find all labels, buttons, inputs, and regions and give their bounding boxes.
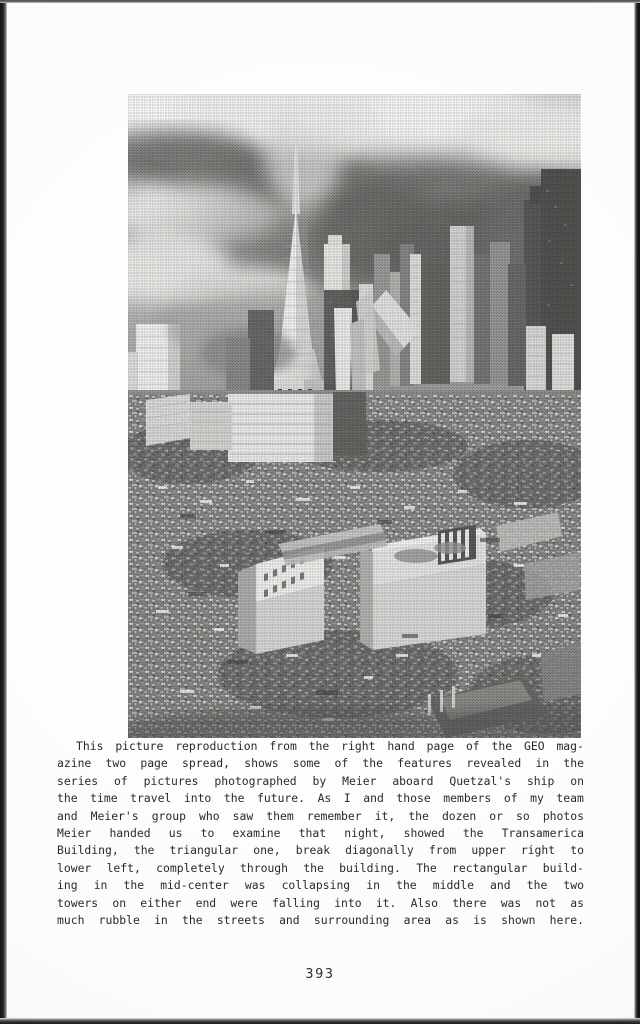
caption-word: those: [396, 791, 431, 806]
caption-word: reproduction: [175, 739, 258, 753]
caption-word: through: [240, 860, 289, 875]
caption-word: right: [341, 739, 376, 753]
caption-word: triangular: [169, 843, 239, 858]
caption-word: examine: [232, 825, 281, 840]
caption-word: two: [563, 878, 584, 893]
caption-word: The: [416, 860, 437, 875]
caption-line: [57, 877, 584, 894]
caption-line: [57, 895, 584, 912]
caption-word: who: [199, 808, 220, 823]
caption-word: in: [535, 756, 550, 771]
caption-word: picture: [115, 739, 164, 753]
caption-word: Transamerica: [501, 825, 584, 840]
caption-line: [57, 912, 584, 929]
caption-word: ship: [526, 773, 555, 788]
caption-word: pictures: [143, 773, 199, 788]
caption-word: the: [123, 878, 145, 893]
caption-word: as: [570, 895, 584, 910]
caption-word: photographed: [214, 773, 297, 788]
caption-word: the: [526, 878, 548, 893]
photograph-image: [128, 94, 581, 738]
caption-word: upper: [471, 843, 506, 858]
caption-word: that: [298, 825, 327, 840]
caption-word: right: [520, 843, 556, 858]
caption-word: on: [112, 895, 127, 910]
caption-word: aboard: [392, 773, 434, 788]
caption-word: build-: [542, 860, 584, 875]
caption-word: them: [266, 808, 294, 823]
caption-word: the: [563, 756, 584, 771]
caption-word: the: [223, 791, 245, 806]
caption-word: left,: [106, 860, 141, 875]
caption-word: in: [93, 878, 108, 893]
caption-word: saw: [232, 808, 254, 823]
caption-word: and: [57, 808, 78, 823]
caption-word: and: [279, 912, 300, 927]
caption-word: there: [452, 895, 487, 910]
caption-word: one,: [253, 843, 281, 858]
caption-line: [57, 738, 584, 755]
caption-word: in: [366, 878, 380, 893]
caption-word: rectangular: [452, 860, 528, 875]
caption-word: or: [489, 808, 503, 823]
caption-word: hand: [387, 739, 415, 753]
caption-word: it,: [374, 808, 396, 823]
caption-word: by: [312, 773, 327, 788]
caption-word: lower: [57, 860, 92, 875]
caption-word: mid-center: [160, 878, 229, 893]
caption-word: page: [140, 756, 168, 771]
caption-word: of: [114, 773, 128, 788]
caption-word: handed: [109, 825, 151, 840]
caption-word: the: [408, 808, 429, 823]
caption-word: revealed: [466, 756, 522, 771]
caption-word: were: [230, 895, 258, 910]
caption-line: [57, 755, 584, 772]
caption-line: [57, 808, 584, 825]
scan-edge-bottom: [0, 1018, 640, 1024]
caption-word: diagonally: [345, 843, 414, 858]
caption-word: features: [397, 756, 453, 771]
caption-word: members: [443, 791, 492, 806]
caption-word: here.: [549, 912, 584, 927]
caption-word: and: [363, 791, 384, 806]
caption-word: the: [182, 912, 203, 927]
scan-edge-top: [0, 0, 640, 3]
caption-word: as: [445, 912, 459, 927]
page-number: 393: [305, 966, 335, 982]
caption-word: Meier: [342, 773, 377, 788]
caption-line: [57, 773, 584, 790]
caption-word: I: [343, 791, 351, 806]
caption-word: area: [403, 912, 431, 927]
caption-word: was: [500, 895, 522, 910]
caption-word: and: [490, 878, 511, 893]
caption-word: my: [530, 791, 544, 806]
caption-word: middle: [432, 878, 474, 893]
caption-word: to: [200, 825, 215, 840]
caption-word: in: [154, 912, 168, 927]
caption-word: Meier's: [90, 808, 139, 823]
caption-word: page: [426, 739, 455, 753]
caption-word: shown: [501, 912, 536, 927]
caption-word: the: [491, 739, 513, 753]
caption-word: mag-: [556, 739, 584, 753]
caption-word: photos: [542, 808, 584, 823]
caption-word: building.: [339, 860, 401, 875]
caption-word: either: [140, 895, 182, 910]
caption-word: future.: [257, 791, 306, 806]
caption-word: the: [57, 791, 78, 806]
caption-word: two: [105, 756, 127, 771]
caption-word: Also: [410, 895, 439, 910]
caption-word: of: [334, 756, 349, 771]
caption-word: This: [76, 739, 104, 753]
caption-word: falling: [271, 895, 320, 910]
caption-word: As: [317, 791, 332, 806]
caption-word: of: [503, 791, 518, 806]
scan-edge-left: [0, 0, 7, 1024]
caption-word: the: [396, 878, 417, 893]
caption-word: spread,: [182, 756, 231, 771]
caption-word: Meier: [57, 825, 92, 840]
caption-word: azine: [57, 756, 92, 771]
caption-paragraph: [57, 738, 584, 929]
caption-word: was: [244, 878, 266, 893]
caption-word: not: [535, 895, 557, 910]
caption-word: from: [428, 843, 457, 858]
caption-word: on: [570, 773, 584, 788]
caption-word: rubble: [98, 912, 140, 927]
caption-word: shows: [244, 756, 279, 771]
caption-word: team: [556, 791, 584, 806]
scan-edge-right: [634, 0, 640, 1024]
caption-word: it.: [375, 895, 397, 910]
caption-word: break: [295, 843, 331, 858]
caption-word: of: [465, 739, 480, 753]
caption-word: surrounding: [313, 912, 390, 927]
caption-word: so: [516, 808, 530, 823]
caption-word: towers: [57, 895, 99, 910]
caption-word: the: [362, 756, 383, 771]
caption-line: [57, 790, 584, 807]
caption-word: ing: [57, 878, 78, 893]
caption-word: much: [57, 912, 85, 927]
caption-word: end: [195, 895, 217, 910]
caption-word: series: [57, 773, 99, 788]
caption-line: [57, 842, 584, 859]
caption-word: completely: [156, 860, 225, 875]
caption-line: [57, 860, 584, 877]
caption-word: collapsing: [281, 878, 351, 893]
caption-word: remember: [306, 808, 362, 823]
caption-word: us: [168, 825, 183, 840]
caption-word: the: [462, 825, 484, 840]
caption-word: Quetzal's: [449, 773, 512, 788]
caption-word: travel: [130, 791, 172, 806]
caption-word: into: [334, 895, 362, 910]
caption-word: from: [269, 739, 297, 753]
caption-line: [57, 825, 584, 842]
caption-word: Building,: [57, 843, 119, 858]
caption-word: the: [308, 739, 330, 753]
caption-word: into: [183, 791, 212, 806]
caption-word: is: [473, 912, 487, 927]
caption-word: showed: [403, 825, 445, 840]
caption-word: group: [151, 808, 186, 823]
caption-word: GEO: [523, 739, 545, 753]
caption-word: streets: [216, 912, 265, 927]
caption-word: night,: [344, 825, 386, 840]
caption-word: some: [292, 756, 321, 771]
caption-word: the: [303, 860, 324, 875]
caption-word: dozen: [441, 808, 477, 823]
earthquake-devastation-photograph: [128, 94, 581, 738]
caption-word: the: [133, 843, 155, 858]
caption-word: time: [90, 791, 118, 806]
caption-word: to: [570, 843, 584, 858]
